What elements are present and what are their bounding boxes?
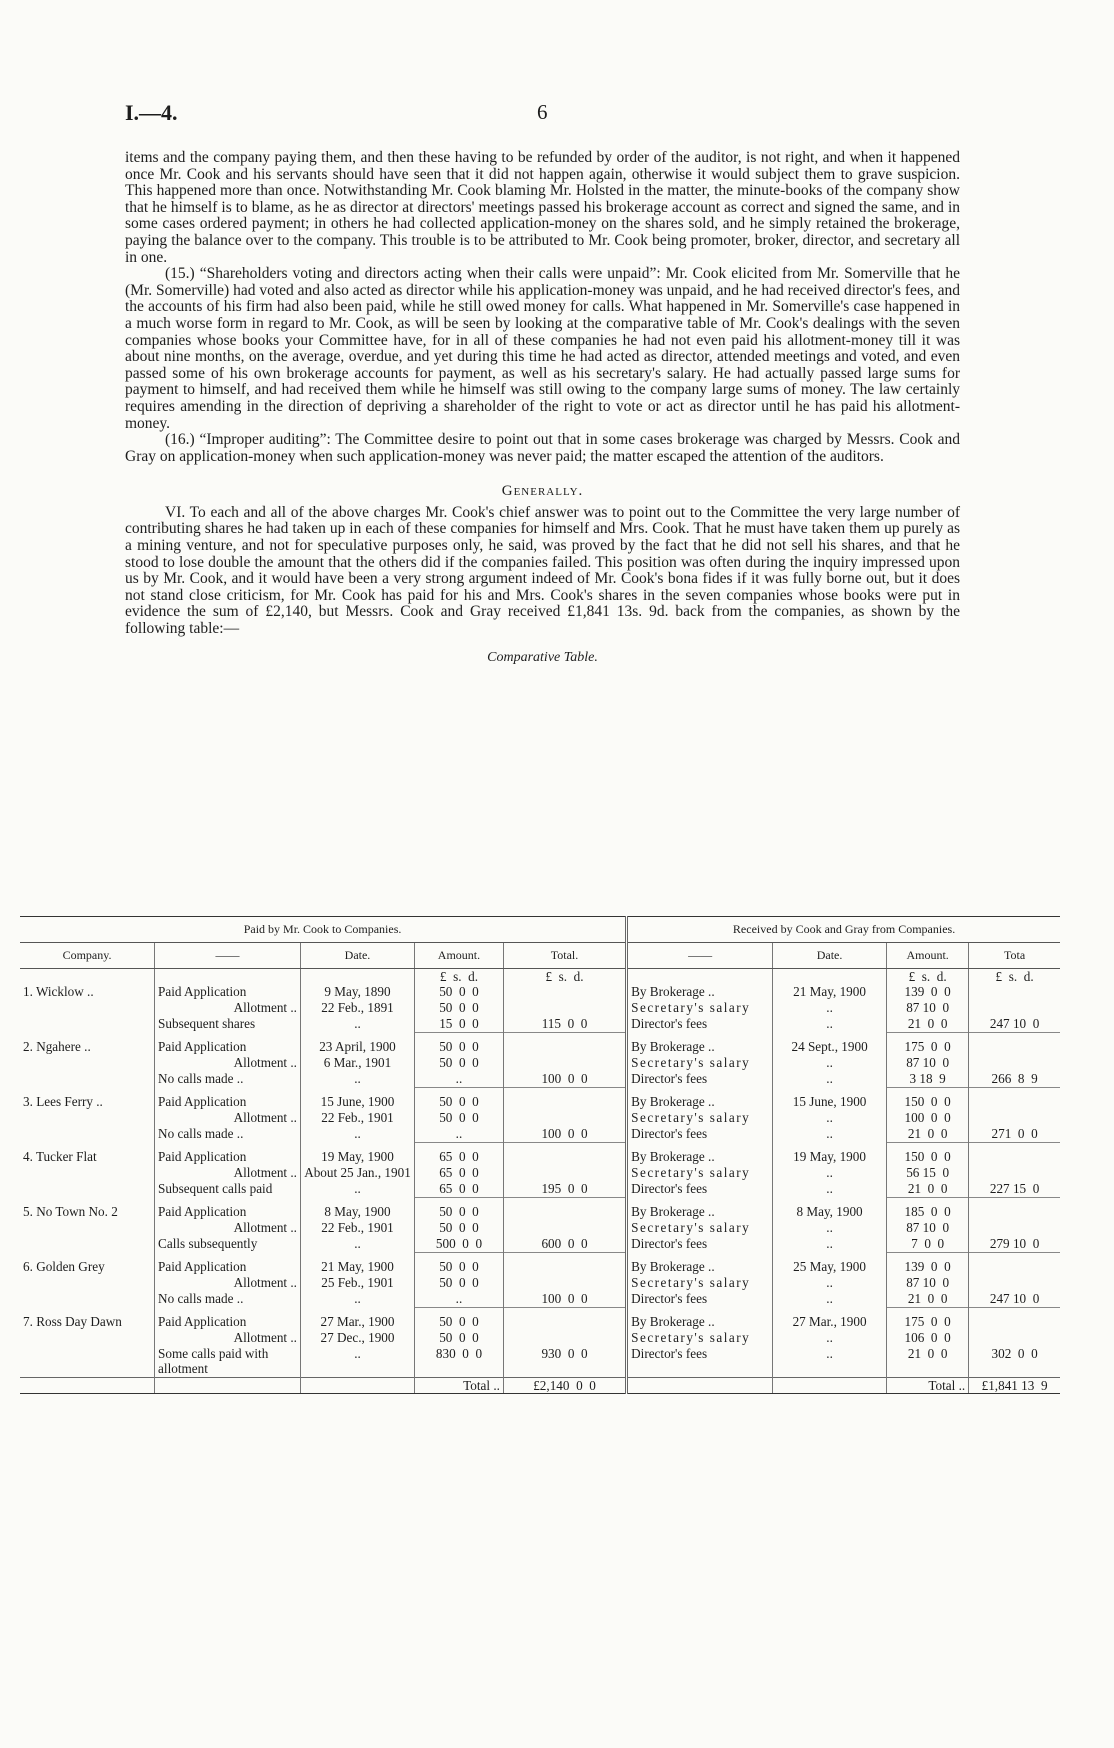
company-name: 7. Ross Day Dawn [20, 1308, 155, 1331]
page-number: 6 [537, 100, 548, 124]
received-amount: 139 0 0 [887, 984, 969, 1000]
paid-date: .. [300, 1126, 414, 1143]
footer-total-label-right: Total .. [887, 1378, 969, 1394]
received-total: 266 8 9 [991, 1071, 1038, 1086]
received-total [969, 1033, 1060, 1056]
paid-amount: .. [415, 1071, 504, 1088]
paid-description: Allotment .. [155, 1110, 301, 1126]
col-amount-left: Amount. [415, 943, 504, 969]
paid-amount: 50 0 0 [415, 1033, 504, 1056]
paid-amount: 65 0 0 [415, 1143, 504, 1166]
paid-description: Allotment .. [155, 1330, 301, 1346]
comparative-table [20, 916, 1060, 1394]
paid-date: 22 Feb., 1891 [300, 1000, 414, 1016]
received-description: Director's fees [627, 1346, 773, 1378]
received-description: Secretary's salary [627, 1275, 773, 1291]
table-row [20, 1253, 1060, 1276]
company-name [20, 1346, 155, 1378]
paid-description: Allotment .. [155, 1000, 301, 1016]
paid-date: 27 Dec., 1900 [300, 1330, 414, 1346]
paid-description: Allotment .. [155, 1165, 301, 1181]
paid-total: 115 0 0 [503, 1016, 626, 1033]
col-desc-left: —— [155, 943, 301, 969]
company-name [20, 1016, 155, 1033]
paid-total [503, 1165, 626, 1181]
paid-amount: 50 0 0 [415, 1275, 504, 1291]
paid-total [503, 1000, 626, 1016]
received-amount: 21 0 0 [887, 1181, 969, 1198]
col-amount-right: Amount. [887, 943, 969, 969]
col-date-right: Date. [773, 943, 887, 969]
paid-amount: .. [415, 1126, 504, 1143]
received-total [969, 1308, 1060, 1331]
company-name [20, 1330, 155, 1346]
received-description: By Brokerage .. [627, 1308, 773, 1331]
paid-description: Calls subsequently [155, 1236, 301, 1253]
paid-description: Paid Application [155, 1143, 301, 1166]
paid-date: 27 Mar., 1900 [300, 1308, 414, 1331]
paid-date: .. [300, 1016, 414, 1033]
footer-total-label-left: Total .. [415, 1378, 504, 1394]
received-description: Director's fees [627, 1071, 773, 1088]
paid-total [503, 984, 626, 1000]
paid-description: Some calls paid with allotment [155, 1346, 301, 1378]
paid-total [503, 1033, 626, 1056]
table-row [20, 1000, 1060, 1016]
received-date: .. [773, 1181, 887, 1198]
paid-description: No calls made .. [155, 1126, 301, 1143]
received-total [969, 1000, 1060, 1016]
received-amount: 87 10 0 [887, 1220, 969, 1236]
company-name [20, 1181, 155, 1198]
table-caption: Comparative Table. [487, 649, 598, 665]
paid-description: Paid Application [155, 984, 301, 1000]
received-date: .. [773, 1016, 887, 1033]
received-description: By Brokerage .. [627, 1198, 773, 1221]
received-description: By Brokerage .. [627, 1088, 773, 1111]
paid-amount: 50 0 0 [415, 1000, 504, 1016]
received-description: Secretary's salary [627, 1110, 773, 1126]
received-total [969, 1253, 1060, 1276]
table-row [20, 1291, 1060, 1308]
paid-date: 22 Feb., 1901 [300, 1220, 414, 1236]
company-name [20, 1291, 155, 1308]
paid-date: .. [300, 1071, 414, 1088]
received-date: 15 June, 1900 [773, 1088, 887, 1111]
paid-total [503, 1220, 626, 1236]
paid-amount: 500 0 0 [415, 1236, 504, 1253]
paid-amount: 50 0 0 [415, 1198, 504, 1221]
company-name [20, 1275, 155, 1291]
paid-amount: 50 0 0 [415, 1220, 504, 1236]
table-row [20, 1198, 1060, 1221]
received-date: 19 May, 1900 [773, 1143, 887, 1166]
paid-total: 100 0 0 [503, 1291, 626, 1308]
paid-description: Allotment .. [155, 1275, 301, 1291]
received-total [969, 1055, 1060, 1071]
paid-description: Subsequent calls paid [155, 1181, 301, 1198]
body-text [125, 150, 960, 676]
received-amount: 175 0 0 [887, 1308, 969, 1331]
company-name [20, 1126, 155, 1143]
received-amount: 150 0 0 [887, 1088, 969, 1111]
paid-date: 22 Feb., 1901 [300, 1110, 414, 1126]
table-row [20, 1220, 1060, 1236]
paid-total [503, 1198, 626, 1221]
section-heading: Generally. [501, 483, 584, 500]
received-amount: 106 0 0 [887, 1330, 969, 1346]
received-date: .. [773, 1126, 887, 1143]
received-description: By Brokerage .. [627, 1253, 773, 1276]
paid-total: 930 0 0 [503, 1346, 626, 1378]
received-description: Secretary's salary [627, 1055, 773, 1071]
received-amount: 3 18 9 [887, 1071, 969, 1088]
paid-amount: 50 0 0 [415, 984, 504, 1000]
paid-description: Paid Application [155, 1198, 301, 1221]
paid-description: No calls made .. [155, 1071, 301, 1088]
company-name: 2. Ngahere .. [20, 1033, 155, 1056]
company-name: 4. Tucker Flat [20, 1143, 155, 1166]
table-row [20, 1275, 1060, 1291]
received-date: .. [773, 1291, 887, 1308]
company-name: 5. No Town No. 2 [20, 1198, 155, 1221]
paid-description: Allotment .. [155, 1220, 301, 1236]
company-name [20, 1055, 155, 1071]
paid-date: .. [300, 1181, 414, 1198]
paid-amount: 65 0 0 [415, 1181, 504, 1198]
received-total [969, 984, 1060, 1000]
received-total [969, 1330, 1060, 1346]
grand-total-paid: £2,140 0 0 [503, 1378, 626, 1394]
table-row [20, 1088, 1060, 1111]
received-date: .. [773, 1236, 887, 1253]
col-total-left: Total. [503, 943, 626, 969]
received-date: .. [773, 1165, 887, 1181]
paid-amount: 830 0 0 [415, 1346, 504, 1378]
received-description: Director's fees [627, 1016, 773, 1033]
received-date: .. [773, 1330, 887, 1346]
received-date: .. [773, 1055, 887, 1071]
table-row [20, 1016, 1060, 1033]
received-amount: 87 10 0 [887, 1055, 969, 1071]
received-amount: 150 0 0 [887, 1143, 969, 1166]
col-desc-right: —— [627, 943, 773, 969]
received-description: Secretary's salary [627, 1000, 773, 1016]
paid-date: .. [300, 1236, 414, 1253]
received-description: Director's fees [627, 1236, 773, 1253]
paid-description: Subsequent shares [155, 1016, 301, 1033]
paid-amount: 15 0 0 [415, 1016, 504, 1033]
received-amount: 100 0 0 [887, 1110, 969, 1126]
table-row [20, 1143, 1060, 1166]
company-name: 3. Lees Ferry .. [20, 1088, 155, 1111]
received-total [969, 1198, 1060, 1221]
received-amount: 185 0 0 [887, 1198, 969, 1221]
paid-date: 9 May, 1890 [300, 984, 414, 1000]
table-row [20, 1330, 1060, 1346]
col-total-right: Tota [969, 943, 1060, 969]
table-row [20, 1236, 1060, 1253]
received-amount: 21 0 0 [887, 1126, 969, 1143]
paid-amount: 50 0 0 [415, 1110, 504, 1126]
col-company: Company. [20, 943, 155, 969]
paid-date: 25 Feb., 1901 [300, 1275, 414, 1291]
received-date: 24 Sept., 1900 [773, 1033, 887, 1056]
received-description: Director's fees [627, 1181, 773, 1198]
table-row [20, 1071, 1060, 1088]
grand-total-received: £1,841 13 9 [969, 1378, 1060, 1394]
paid-date: 23 April, 1900 [300, 1033, 414, 1056]
paid-total [503, 1330, 626, 1346]
received-amount: 139 0 0 [887, 1253, 969, 1276]
received-amount: 175 0 0 [887, 1033, 969, 1056]
paid-amount: 50 0 0 [415, 1308, 504, 1331]
paid-description: No calls made .. [155, 1291, 301, 1308]
received-date: .. [773, 1000, 887, 1016]
paragraph-vi: VI. To each and all of the above charges Mr. Cook's chief answer was to point out to the Committee the very large number of contributing shares he had taken up in each of these companies for himself and Mrs. Cook. That he must have taken them up purely as a mining venture, and not for speculative purposes only, he said, was proved by the fact that he did not sell his shares, and that he stood to lose double the amount that the others did if the companies failed. This position was often during the inquiry impressed upon us by Mr. Cook, and it would have been a very strong argument indeed of Mr. Cook's bona fides if it was fully borne out, but it does not stand close criticism, for Mr. Cook has paid for his and Mrs. Cook's shares in the seven companies whose books were put in evidence the sum of £2,140, but Messrs. Cook and Gray received £1,841 13s. 9d. back from the companies, as shown by the following table:— [125, 503, 960, 638]
paid-date: 19 May, 1900 [300, 1143, 414, 1166]
page-header [125, 100, 975, 124]
received-amount: 21 0 0 [887, 1016, 969, 1033]
group-header-received: Received by Cook and Gray from Companies. [627, 917, 1060, 943]
units-amount-right: £ s. d. [887, 969, 969, 985]
paid-date: 15 June, 1900 [300, 1088, 414, 1111]
units-total-left: £ s. d. [503, 969, 626, 985]
paid-date: .. [300, 1346, 414, 1378]
table-row [20, 1308, 1060, 1331]
received-total [969, 1220, 1060, 1236]
paid-description: Allotment .. [155, 1055, 301, 1071]
document-reference: I.—4. [125, 100, 178, 125]
paid-description: Paid Application [155, 1033, 301, 1056]
paid-date: .. [300, 1291, 414, 1308]
table-row [20, 1055, 1060, 1071]
paid-date: About 25 Jan., 1901 [300, 1165, 414, 1181]
company-name [20, 1071, 155, 1088]
received-date: .. [773, 1220, 887, 1236]
received-total [969, 1088, 1060, 1111]
paid-total [503, 1110, 626, 1126]
received-date: 21 May, 1900 [773, 984, 887, 1000]
received-total [969, 1110, 1060, 1126]
received-description: Director's fees [627, 1126, 773, 1143]
paid-amount: 50 0 0 [415, 1330, 504, 1346]
company-name: 6. Golden Grey [20, 1253, 155, 1276]
paid-total [503, 1055, 626, 1071]
paid-date: 21 May, 1900 [300, 1253, 414, 1276]
paid-total: 600 0 0 [503, 1236, 626, 1253]
received-description: Secretary's salary [627, 1165, 773, 1181]
paid-description: Paid Application [155, 1253, 301, 1276]
paid-total [503, 1308, 626, 1331]
received-date: 8 May, 1900 [773, 1198, 887, 1221]
paid-total: 195 0 0 [503, 1181, 626, 1198]
received-date: 25 May, 1900 [773, 1253, 887, 1276]
company-name [20, 1000, 155, 1016]
paid-total [503, 1143, 626, 1166]
received-date: .. [773, 1110, 887, 1126]
col-date-left: Date. [300, 943, 414, 969]
paid-total [503, 1253, 626, 1276]
received-description: By Brokerage .. [627, 1033, 773, 1056]
received-description: By Brokerage .. [627, 1143, 773, 1166]
received-description: By Brokerage .. [627, 984, 773, 1000]
paid-date: 8 May, 1900 [300, 1198, 414, 1221]
company-name [20, 1165, 155, 1181]
units-total-right: £ s. d. [995, 969, 1034, 984]
received-total: 247 10 0 [989, 1016, 1040, 1031]
received-total [969, 1143, 1060, 1166]
received-total [969, 1275, 1060, 1291]
paid-amount: 50 0 0 [415, 1088, 504, 1111]
paid-amount: 50 0 0 [415, 1055, 504, 1071]
table-row [20, 1126, 1060, 1143]
received-date: .. [773, 1346, 887, 1378]
received-total: 302 0 0 [991, 1346, 1038, 1361]
units-amount-left: £ s. d. [415, 969, 504, 985]
paid-amount: .. [415, 1291, 504, 1308]
received-amount: 87 10 0 [887, 1275, 969, 1291]
received-amount: 21 0 0 [887, 1291, 969, 1308]
table-row [20, 1181, 1060, 1198]
received-date: .. [773, 1275, 887, 1291]
paid-description: Paid Application [155, 1308, 301, 1331]
received-date: 27 Mar., 1900 [773, 1308, 887, 1331]
paid-total: 100 0 0 [503, 1071, 626, 1088]
group-header-paid: Paid by Mr. Cook to Companies. [20, 917, 627, 943]
company-name [20, 1220, 155, 1236]
paid-total [503, 1275, 626, 1291]
received-description: Director's fees [627, 1291, 773, 1308]
paragraph-15: (15.) “Shareholders voting and directors acting when their calls were unpaid”: Mr. Cook elicited from Mr. Somerville that he (Mr. Somerville) had voted and also acted as director while his application-money was unpaid, and he had received director's fees, and the accounts of his firm had also been paid, while he still owed money for calls. What happened in Mr. Somerville's case happened in a much worse form in regard to Mr. Cook, as will be seen by looking at the comparative table of Mr. Cook's dealings with the seven companies whose books your Committee have, for in all of these companies he had not even paid his allotment-money till it was about nine months, on the average, overdue, and yet during this time he had acted as director, attended meetings and voted, and even passed some of his own brokerage accounts for payment, as well as his secretary's salary. He had actually passed large sums for payment to himself, and had received them while he himself was still owing to the company large sums of money. The law certainly requires amending in the direction of depriving a shareholder of the right to vote or act as director until he has paid his allotment-money. [125, 265, 960, 432]
received-description: Secretary's salary [627, 1220, 773, 1236]
table-row [20, 1165, 1060, 1181]
table-row [20, 1346, 1060, 1378]
paid-date: 6 Mar., 1901 [300, 1055, 414, 1071]
received-amount: 21 0 0 [887, 1346, 969, 1378]
received-total [969, 1165, 1060, 1181]
table-row [20, 1110, 1060, 1126]
received-amount: 87 10 0 [887, 1000, 969, 1016]
received-amount: 56 15 0 [887, 1165, 969, 1181]
table-row [20, 984, 1060, 1000]
paid-amount: 50 0 0 [415, 1253, 504, 1276]
paid-total: 100 0 0 [503, 1126, 626, 1143]
paragraph-1: items and the company paying them, and then these having to be refunded by order of the auditor, is not right, and when it happened once Mr. Cook and his servants should have seen that it did not happen again, otherwise it would subject them to grave suspicion. This happened more than once. Notwithstanding Mr. Cook blaming Mr. Holsted in the matter, the minute-books of the company show that he himself is to blame, as he as director at directors' meetings passed his brokerage account as correct and signed the same, and in some cases ordered payment; in others he had collected application-money on the shares sold, and he simply retained the brokerage, paying the balance over to the company. This trouble is to be attributed to Mr. Cook being promoter, broker, director, and secretary all in one. [125, 149, 960, 266]
received-description: Secretary's salary [627, 1330, 773, 1346]
received-amount: 7 0 0 [887, 1236, 969, 1253]
received-total: 227 15 0 [989, 1181, 1040, 1196]
paid-description: Paid Application [155, 1088, 301, 1111]
received-total: 279 10 0 [989, 1236, 1040, 1251]
paragraph-16: (16.) “Improper auditing”: The Committee desire to point out that in some cases brokerage was charged by Messrs. Cook and Gray on application-money when such application-money was never paid; the matter escaped the attention of the auditors. [125, 431, 960, 465]
received-total: 247 10 0 [989, 1291, 1040, 1306]
paid-total [503, 1088, 626, 1111]
company-name [20, 1236, 155, 1253]
received-date: .. [773, 1071, 887, 1088]
company-name: 1. Wicklow .. [20, 984, 155, 1000]
received-total: 271 0 0 [991, 1126, 1038, 1141]
paid-amount: 65 0 0 [415, 1165, 504, 1181]
company-name [20, 1110, 155, 1126]
table-row [20, 1033, 1060, 1056]
